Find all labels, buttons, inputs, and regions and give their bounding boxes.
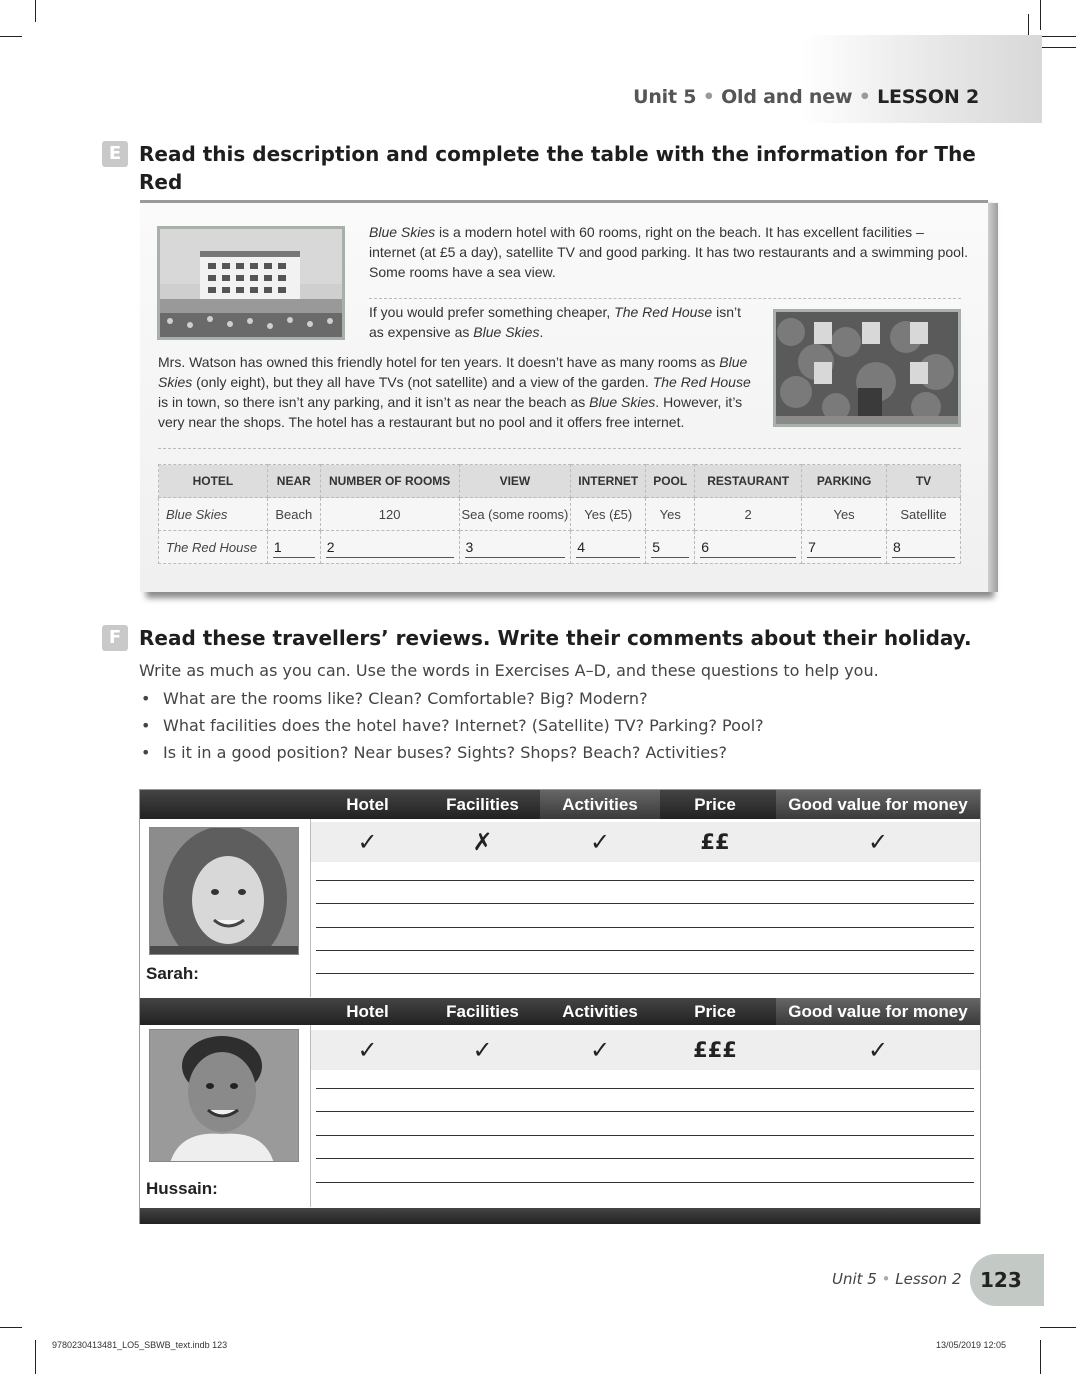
sarah-photo	[149, 827, 299, 955]
divider	[310, 819, 311, 997]
divider	[310, 1025, 311, 1207]
col-activities: Activities	[540, 790, 660, 819]
unit-header: Unit 5 • Old and new • LESSON 2	[633, 86, 979, 108]
col-value: Good value for money	[776, 790, 980, 819]
header-internet: INTERNET	[571, 465, 646, 498]
rating-facilities: ✗	[472, 828, 493, 856]
rating-price: £££	[693, 1038, 737, 1062]
table-cell: 2	[695, 498, 802, 531]
col-facilities: Facilities	[446, 1002, 519, 1021]
blue-skies-description: Blue Skies is a modern hotel with 60 rooms, right on the beach. It has excellent facilities – internet (at £5 a day), satellite TV and good parking. It has two restaurants and a swimming pool. Some rooms have a sea view.	[369, 224, 968, 280]
print-slug-file: 9780230413481_LO5_SBWB_text.indb 123	[52, 1340, 228, 1350]
table-cell: 120	[320, 498, 459, 531]
writing-line[interactable]	[316, 927, 974, 928]
divider	[369, 298, 961, 299]
panel-edge	[988, 203, 998, 592]
table-cell: Sea (some rooms)	[459, 498, 571, 531]
rating-row-hussain	[310, 1030, 980, 1070]
crop-mark	[1040, 1327, 1076, 1328]
answer-blank-6[interactable]: 6	[695, 531, 802, 564]
print-slug-date: 13/05/2019 12:05	[936, 1340, 1007, 1350]
exercise-f-instruction: Write as much as you can. Use the words in Exercises A–D, and these questions to help you.	[139, 661, 879, 680]
crop-mark	[35, 0, 36, 22]
answer-blank-2[interactable]: 2	[320, 531, 459, 564]
writing-line[interactable]	[316, 1135, 974, 1136]
rating-price: ££	[700, 830, 730, 854]
answer-blank-8[interactable]: 8	[887, 531, 961, 564]
reviewer-name-hussain: Hussain:	[146, 1179, 218, 1198]
exercise-f-badge: F	[102, 625, 128, 651]
hussain-photo	[149, 1029, 299, 1162]
rating-activities: ✓	[589, 828, 611, 856]
writing-line[interactable]	[316, 1158, 974, 1159]
col-price: Price	[694, 1002, 736, 1021]
footer-unit-label: Unit 5 • Lesson 2	[832, 1270, 962, 1288]
rating-hotel: ✓	[357, 828, 378, 856]
header-rooms: NUMBER OF ROOMS	[320, 465, 459, 498]
table-row	[159, 498, 961, 531]
list-item: • Is it in a good position? Near buses? Sights? Shops? Beach? Activities?	[141, 743, 727, 762]
table-row	[159, 531, 961, 564]
table-cell: Blue Skies	[159, 498, 268, 531]
answer-blank-7[interactable]: 7	[802, 531, 887, 564]
header-near: NEAR	[267, 465, 320, 498]
page-number: 123	[970, 1254, 1044, 1306]
reviews-footer-bar	[140, 1208, 980, 1224]
reviews-box	[139, 789, 981, 1224]
exercise-e-title: Read this description and complete the table with the information for The Red	[139, 142, 976, 194]
answer-blank-1[interactable]: 1	[267, 531, 320, 564]
table-cell: Satellite	[887, 498, 961, 531]
table-cell: Beach	[267, 498, 320, 531]
crop-mark	[35, 1340, 36, 1374]
col-facilities: Facilities	[446, 795, 519, 814]
crop-mark	[1040, 47, 1076, 48]
cheaper-note: If you would prefer something cheaper, The Red House isn’t as expensive as Blue Skies.	[369, 304, 742, 340]
answer-blank-4[interactable]: 4	[571, 531, 646, 564]
writing-line[interactable]	[316, 950, 974, 951]
crop-mark	[1040, 1340, 1041, 1374]
col-activities: Activities	[562, 1002, 638, 1021]
girl-portrait-image	[150, 828, 299, 955]
crop-mark	[1040, 0, 1041, 30]
crop-mark	[0, 36, 22, 37]
col-hotel: Hotel	[346, 1002, 389, 1021]
answer-blank-5[interactable]: 5	[646, 531, 695, 564]
rating-facilities: ✓	[472, 1036, 493, 1064]
header-view: VIEW	[459, 465, 571, 498]
table-cell: Yes	[646, 498, 695, 531]
review-header-hussain	[140, 998, 980, 1025]
writing-line[interactable]	[316, 1111, 974, 1112]
blue-skies-photo	[157, 226, 345, 340]
header-tv: TV	[887, 465, 961, 498]
rating-activities: ✓	[589, 1036, 611, 1064]
table-cell: Yes	[802, 498, 887, 531]
review-header-sarah	[140, 790, 980, 819]
answer-blank-3[interactable]: 3	[459, 531, 571, 564]
list-item: • What facilities does the hotel have? Internet? (Satellite) TV? Parking? Pool?	[141, 716, 764, 735]
col-value: Good value for money	[776, 998, 980, 1025]
writing-line[interactable]	[316, 1182, 974, 1183]
crop-mark	[1040, 36, 1076, 37]
header-hotel: HOTEL	[159, 465, 268, 498]
header-pool: POOL	[646, 465, 695, 498]
rating-value: ✓	[867, 1036, 889, 1064]
hotel-building-image	[160, 229, 342, 337]
writing-line[interactable]	[316, 880, 974, 881]
rating-value: ✓	[867, 828, 889, 856]
writing-line[interactable]	[316, 973, 974, 974]
red-house-description: Mrs. Watson has owned this friendly hotel for ten years. It doesn’t have as many rooms as Blue Skies (only eight), but they all have TVs (not satellite) and a view of the garden. The Red House is in town, so there isn’t any parking, and it isn’t as near the beach as Blue Skies. However, it’s very near the shops. The hotel has a restaurant but no pool and it offers free internet.	[158, 354, 751, 430]
table-header-row	[159, 465, 961, 498]
list-item: • What are the rooms like? Clean? Comfortable? Big? Modern?	[141, 689, 648, 708]
header-restaurant: RESTAURANT	[695, 465, 802, 498]
red-house-photo	[773, 309, 961, 427]
divider	[158, 448, 961, 449]
header-parking: PARKING	[802, 465, 887, 498]
header-band	[800, 35, 1042, 123]
crop-mark	[0, 1327, 22, 1328]
exercise-f-title: Read these travellers’ reviews. Write their comments about their holiday.	[139, 626, 972, 650]
writing-line[interactable]	[316, 903, 974, 904]
rating-hotel: ✓	[357, 1036, 378, 1064]
writing-line[interactable]	[316, 1088, 974, 1089]
table-cell: The Red House	[159, 531, 268, 564]
hotel-comparison-table	[158, 464, 961, 564]
exercise-e-badge: E	[102, 141, 128, 167]
ivy-house-image	[776, 312, 958, 424]
table-cell: Yes (£5)	[571, 498, 646, 531]
col-hotel: Hotel	[346, 795, 389, 814]
reviewer-name-sarah: Sarah:	[146, 964, 199, 983]
boy-portrait-image	[150, 1030, 299, 1162]
rating-row-sarah	[310, 822, 980, 862]
col-price: Price	[694, 795, 736, 814]
